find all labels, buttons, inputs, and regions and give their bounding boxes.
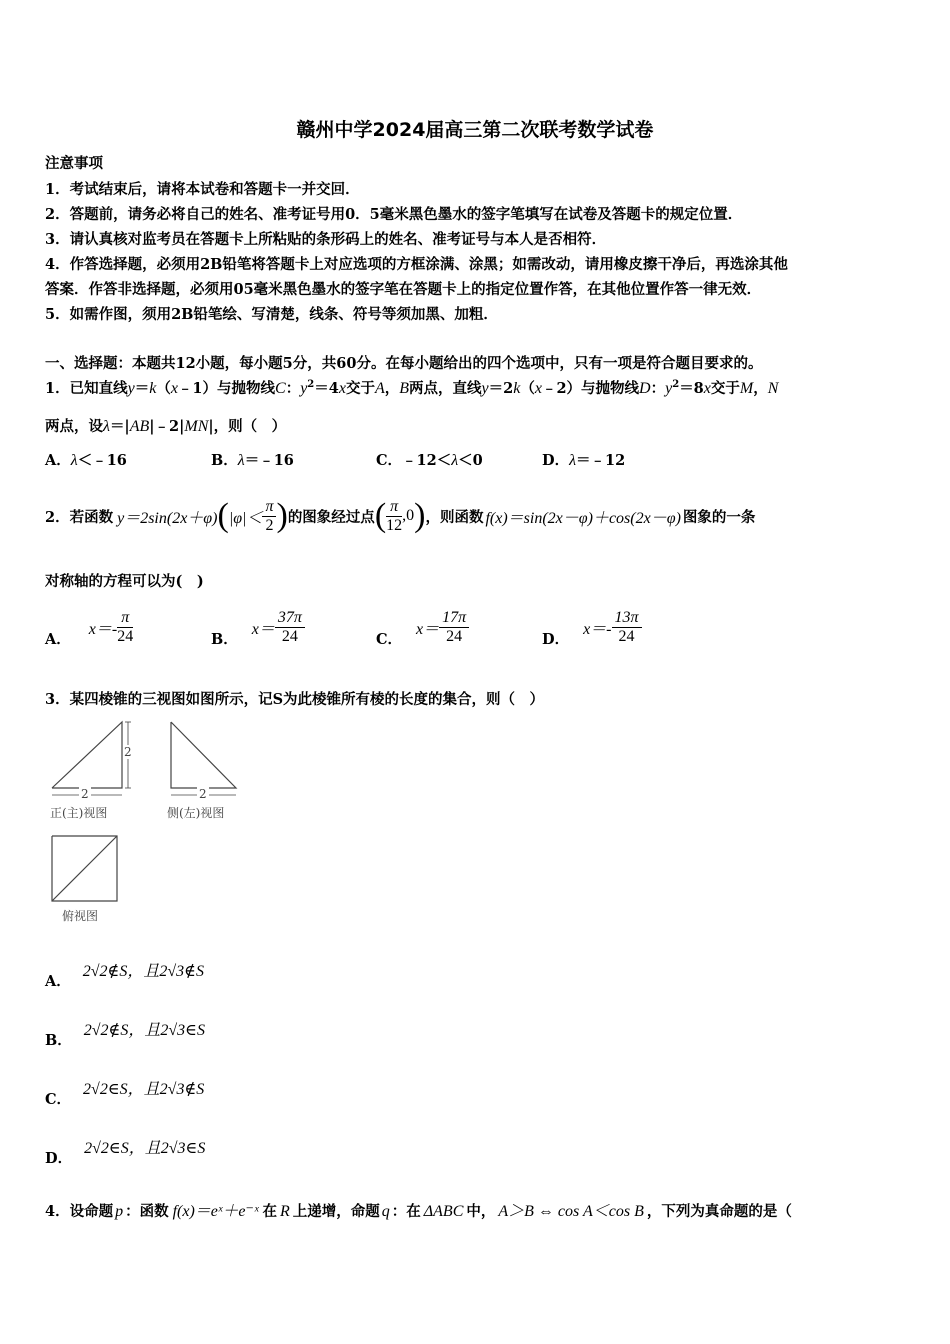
height-dimension: 2 xyxy=(124,745,132,759)
notice-item: 1．考试结束后，请将本试卷和答题卡一并交回． xyxy=(45,181,360,198)
page-title: 赣州中学2024届高三第二次联考数学试卷 xyxy=(296,119,654,141)
notice-item: 5．如需作图，须用2B铅笔绘、写清楚，线条、符号等须加黑、加粗． xyxy=(45,306,498,323)
q1-option-b[interactable]: B．λ＝﹣16 xyxy=(211,452,294,469)
notice-item: 3．请认真核对监考员在答题卡上所粘贴的条形码上的姓名、准考证号与本人是否相符． xyxy=(45,231,607,248)
q2-option-b[interactable]: B． x＝ $\frac{37\pi}{24}$ xyxy=(211,604,305,650)
q2-option-a[interactable]: A． x＝- $\frac{\pi}{24}$ xyxy=(45,608,134,648)
three-view-diagram xyxy=(44,718,254,928)
question-1-stem-cont: 两点，设λ＝|AB|﹣2|MN|，则（ ） xyxy=(45,418,287,435)
side-view-caption: 侧(左)视图 xyxy=(167,806,225,820)
section-heading: 一、选择题：本题共12小题，每小题5分，共60分。在每小题给出的四个选项中，只有一项是符合题目要求的。 xyxy=(45,355,763,372)
notice-heading: 注意事项 xyxy=(45,155,103,172)
question-1-stem: 1．已知直线y＝k（x﹣1）与抛物线C：$y^2=4x$交于A，B两点，直线y＝2k（x﹣2）与抛物线D：$y^2=8x$交于M，N xyxy=(45,379,779,397)
top-view-caption: 俯视图 xyxy=(62,909,99,923)
q3-option-d[interactable]: D．2√2∈S，且2√3∈S xyxy=(45,1140,206,1167)
side-width-dimension: 2 xyxy=(199,787,207,801)
q1-option-c[interactable]: C．﹣12＜λ＜0 xyxy=(376,452,483,469)
q3-option-b[interactable]: B．2√2∉S，且2√3∈S xyxy=(45,1022,206,1049)
q2-option-d[interactable]: D． x＝- $\frac{13\pi}{24}$ xyxy=(542,604,642,650)
front-width-dimension: 2 xyxy=(81,787,89,801)
notice-item: 4．作答选择题，必须用2B铅笔将答题卡上对应选项的方框涂满、涂黑；如需改动，请用橡皮擦干净后，再选涂其他 xyxy=(45,256,788,273)
side-view-triangle xyxy=(171,722,236,788)
notice-item: 答案．作答非选择题，必须用05毫米黑色墨水的签字笔在答题卡上的指定位置作答，在其他位置作答一律无效． xyxy=(45,281,762,298)
q3-option-a[interactable]: A．2√2∉S，且2√3∉S xyxy=(45,963,205,990)
q2-option-c[interactable]: C． x＝ $\frac{17\pi}{24}$ xyxy=(376,604,469,650)
notice-item: 2．答题前，请务必将自己的姓名、准考证号用0．5毫米黑色墨水的签字笔填写在试卷及答题卡的规定位置． xyxy=(45,206,743,223)
q3-option-c[interactable]: C．2√2∈S，且2√3∉S xyxy=(45,1081,205,1108)
question-2-stem: 2．若函数 y＝2sin(2x＋φ) ( |φ|＜ $\frac{\pi}{2}$ ) 的图象经过点 ( $\frac{\pi}{12}$ ,0 ) ，则函数 f(x)＝sin(2x－φ)＋cos(2x－φ) 图象的一条 xyxy=(45,497,756,534)
question-4-stem: 4．设命题 p ：函数 f(x)＝eˣ＋e⁻ˣ 在 R 上递增，命题 q ：在 ΔABC 中， A＞B ⇔ cos A＜cos B ，下列为真命题的是（ xyxy=(45,1203,792,1220)
question-2-stem-cont: 对称轴的方程可以为( ) xyxy=(45,573,204,590)
front-view-triangle xyxy=(52,722,122,788)
q1-option-d[interactable]: D．λ＝﹣12 xyxy=(542,452,626,469)
q1-option-a[interactable]: A．λ＜﹣16 xyxy=(45,452,127,469)
front-view-caption: 正(主)视图 xyxy=(50,806,108,820)
question-3-stem: 3．某四棱锥的三视图如图所示，记S为此棱锥所有棱的长度的集合，则（ ） xyxy=(45,691,545,708)
